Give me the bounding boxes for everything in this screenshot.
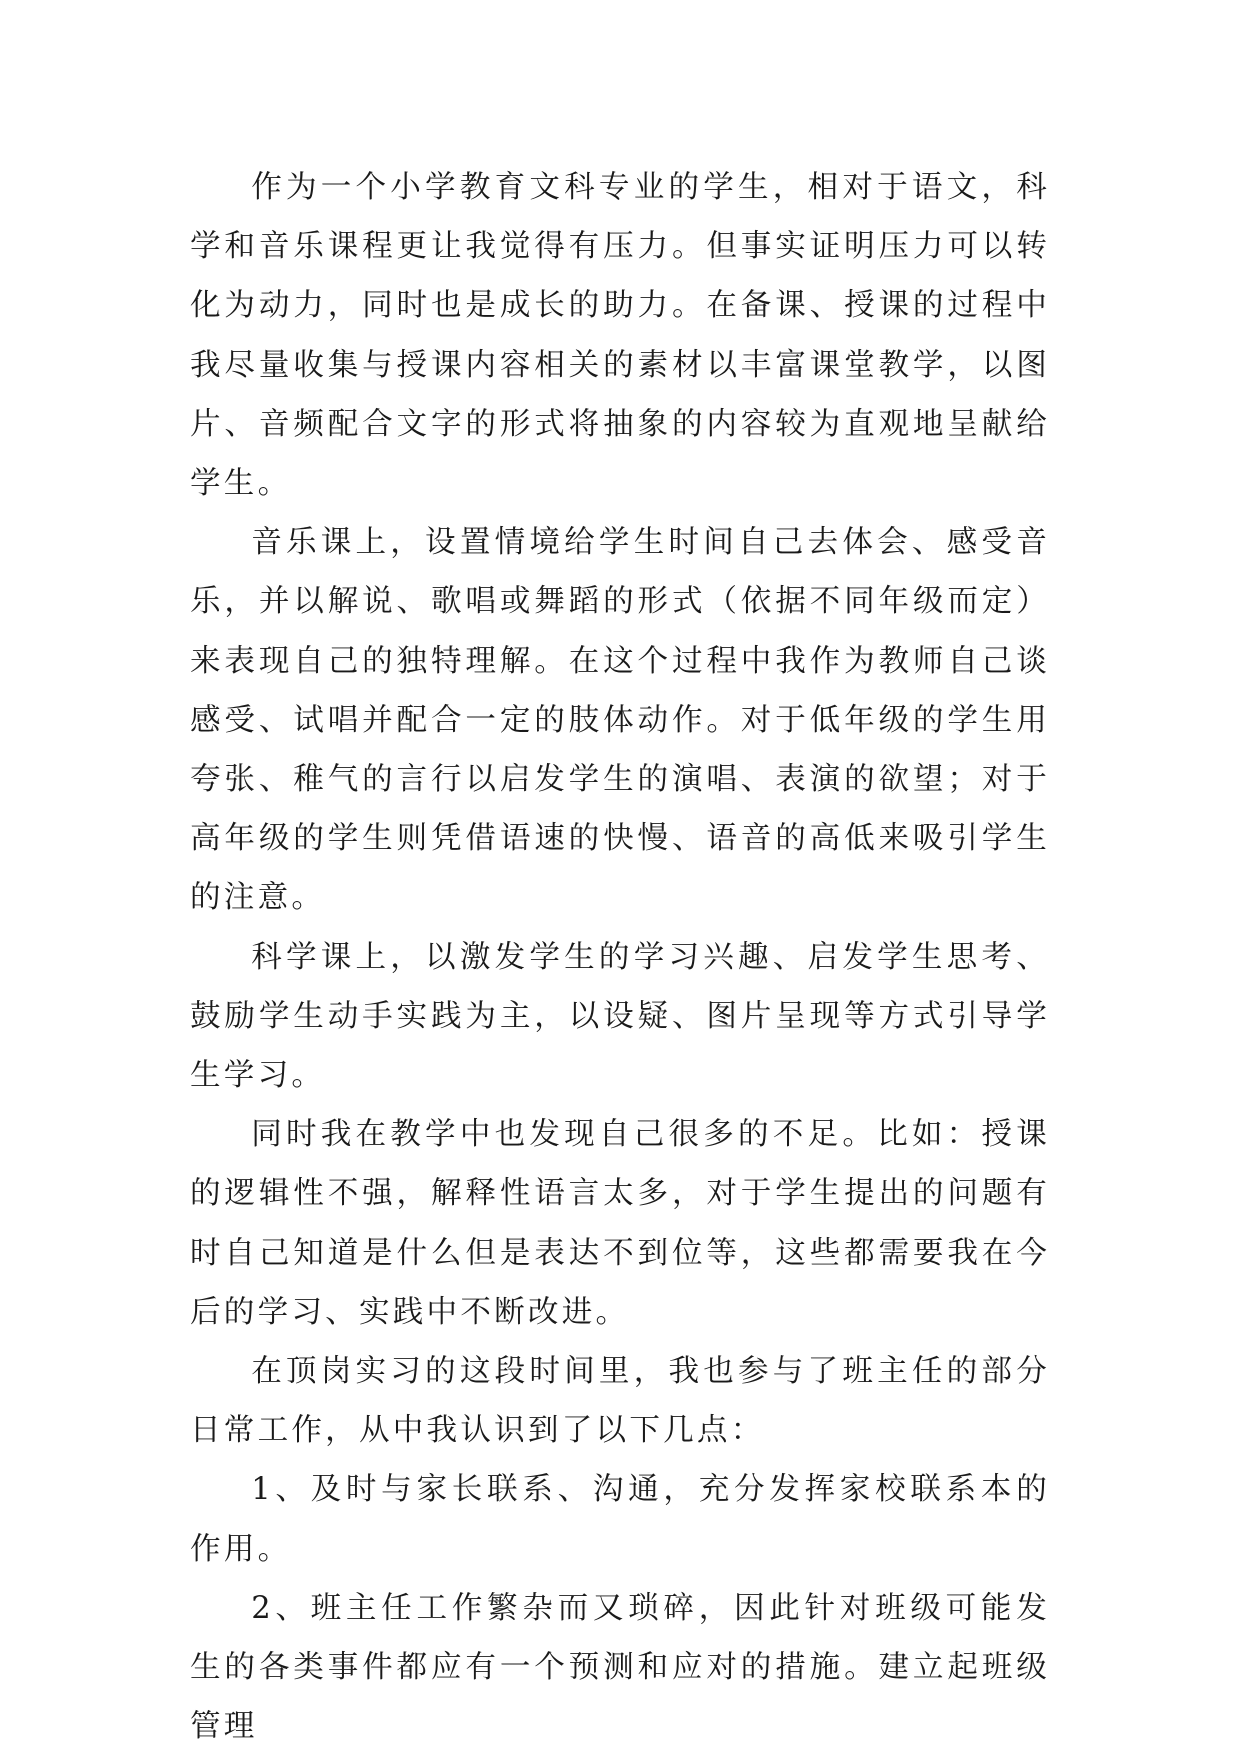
paragraph-7: 2、班主任工作繁杂而又琐碎，因此针对班级可能发生的各类事件都应有一个预测和应对的措施。建立起班级管理 xyxy=(190,1590,1050,1745)
paragraph-1: 作为一个小学教育文科专业的学生，相对于语文，科学和音乐课程更让我觉得有压力。但事实证明压力可以转化为动力，同时也是成长的助力。在备课、授课的过程中我尽量收集与授课内容相关的素材以丰富课堂教学，以图片、音频配合文字的形式将抽象的内容较为直观地呈献给学生。 xyxy=(190,170,1050,502)
paragraph-3: 科学课上，以激发学生的学习兴趣、启发学生思考、鼓励学生动手实践为主，以设疑、图片呈现等方式引导学生学习。 xyxy=(190,939,1050,1094)
paragraph-2: 音乐课上，设置情境给学生时间自己去体会、感受音乐，并以解说、歌唱或舞蹈的形式（依据不同年级而定）来表现自己的独特理解。在这个过程中我作为教师自己谈感受、试唱并配合一定的肢体动作。对于低年级的学生用夸张、稚气的言行以启发学生的演唱、表演的欲望；对于高年级的学生则凭借语速的快慢、语音的高低来吸引学生的注意。 xyxy=(190,525,1050,916)
paragraph-6: 1、及时与家长联系、沟通，充分发挥家校联系本的作用。 xyxy=(190,1472,1050,1567)
document-page xyxy=(190,158,1050,1756)
paragraph-4: 同时我在教学中也发现自己很多的不足。比如：授课的逻辑性不强，解释性语言太多，对于学生提出的问题有时自己知道是什么但是表达不到位等，这些都需要我在今后的学习、实践中不断改进。 xyxy=(190,1117,1050,1330)
paragraph-5: 在顶岗实习的这段时间里，我也参与了班主任的部分日常工作，从中我认识到了以下几点： xyxy=(190,1354,1050,1449)
